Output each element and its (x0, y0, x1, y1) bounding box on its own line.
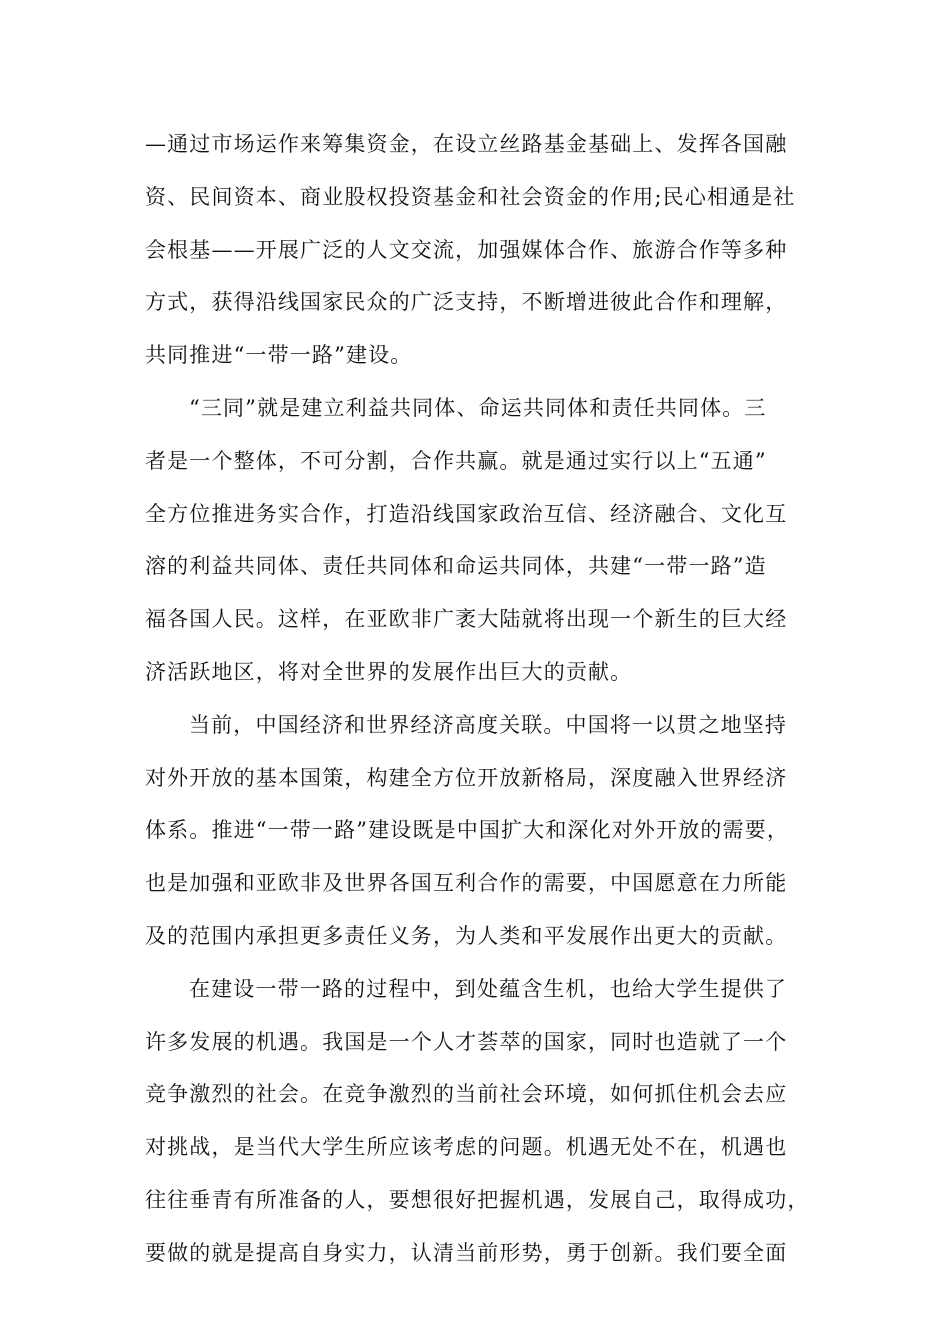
document-body (145, 126, 810, 1288)
text-line: 资、民间资本、商业股权投资基金和社会资金的作用;民心相通是社 (145, 184, 796, 209)
text-line: 对外开放的基本国策，构建全方位开放新格局，深度融入世界经济 (145, 765, 788, 790)
text-line: 要做的就是提高自身实力，认清当前形势，勇于创新。我们要全面 (145, 1240, 788, 1265)
text-line: 溶的利益共同体、责任共同体和命运共同体，共建“一带一路”造 (145, 554, 767, 579)
paragraph-current-economy (145, 707, 810, 971)
text-line: 也是加强和亚欧非及世界各国互利合作的需要，中国愿意在力所能 (145, 871, 788, 896)
text-line: 在建设一带一路的过程中，到处蕴含生机，也给大学生提供了 (189, 976, 788, 1001)
text-line: 对挑战，是当代大学生所应该考虑的问题。机遇无处不在，机遇也 (145, 1135, 788, 1160)
text-line: 共同推进“一带一路”建设。 (145, 343, 413, 368)
text-line: 者是一个整体，不可分割，合作共赢。就是通过实行以上“五通” (145, 448, 767, 473)
text-line: 竞争激烈的社会。在竞争激烈的当前社会环境，如何抓住机会去应 (145, 1082, 788, 1107)
text-line: 会根基——开展广泛的人文交流，加强媒体合作、旅游合作等多种 (145, 237, 788, 262)
text-line: 全方位推进务实合作，打造沿线国家政治互信、经济融合、文化互 (145, 501, 788, 526)
paragraph-students-opportunity (145, 971, 810, 1288)
text-line: 济活跃地区，将对全世界的发展作出巨大的贡献。 (145, 659, 633, 684)
text-line: “三同”就是建立利益共同体、命运共同体和责任共同体。三 (189, 395, 767, 420)
text-line: —通过市场运作来筹集资金，在设立丝路基金基础上、发挥各国融 (145, 132, 788, 156)
text-line: 方式，获得沿线国家民众的广泛支持，不断增进彼此合作和理解， (145, 290, 788, 315)
text-line: 福各国人民。这样，在亚欧非广袤大陆就将出现一个新生的巨大经 (145, 607, 788, 632)
text-line: 及的范围内承担更多责任义务，为人类和平发展作出更大的贡献。 (145, 923, 788, 948)
text-line: 往往垂青有所准备的人，要想很好把握机遇，发展自己，取得成功， (145, 1187, 810, 1212)
text-line: 体系。推进“一带一路”建设既是中国扩大和深化对外开放的需要， (145, 818, 789, 843)
text-line: 许多发展的机遇。我国是一个人才荟萃的国家，同时也造就了一个 (145, 1029, 788, 1054)
paragraph-san-tong (145, 390, 810, 707)
paragraph-continuation (145, 126, 810, 390)
text-line: 当前，中国经济和世界经济高度关联。中国将一以贯之地坚持 (189, 712, 788, 737)
